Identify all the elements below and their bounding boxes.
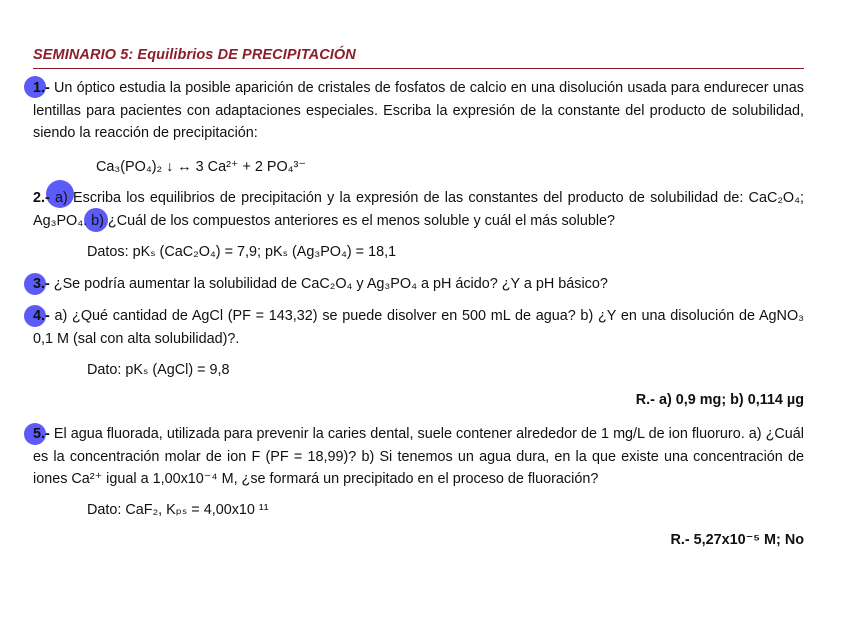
question-text-b: b) ¿Cuál de los compuestos anteriores es el menos soluble y cuál el más soluble? — [87, 212, 616, 229]
page-title: SEMINARIO 5: Equilibrios DE PRECIPITACIÓN — [33, 47, 356, 63]
reaction-equation: Ca₃(PO₄)₂ ↓ ↔ 3 Ca²⁺ + 2 PO₄³⁻ — [96, 159, 306, 175]
question-data: Dato: pKₛ (AgCl) = 9,8 — [87, 362, 230, 378]
title-underline — [33, 68, 804, 69]
question-number: 2.- — [33, 190, 50, 206]
question-text-a: a) Escriba los equilibrios de precipitación y la expresión de las constantes del producto de solubilidad de: CaC₂O₄; Ag₃PO₄. — [33, 190, 804, 229]
question-3 — [33, 273, 804, 296]
question-5 — [33, 423, 804, 491]
answer-text: R.- a) 0,9 mg; b) 0,114 µg — [635, 392, 804, 408]
question-data: Datos: pKₛ (CaC₂O₄) = 7,9; pKₛ (Ag₃PO₄) = 18,1 — [87, 244, 397, 260]
question-1 — [33, 77, 804, 145]
question-number: 3.- — [33, 276, 50, 292]
question-4 — [33, 305, 804, 350]
answer-text: R.- 5,27x10⁻⁵ M; No — [670, 532, 804, 548]
question-2 — [33, 187, 804, 232]
question-text: Un óptico estudia la posible aparición de cristales de fosfatos de calcio en una disolución usada para endurecer unas lentillas para pacientes con adaptaciones especiales. Escriba la expresión de la constante del producto de solubilidad, siendo la reacción de precipitación: — [33, 80, 804, 141]
question-data: Dato: CaF₂, Kₚₛ = 4,00x10 ¹¹ — [87, 502, 269, 518]
question-text: a) ¿Qué cantidad de AgCl (PF = 143,32) se puede disolver en 500 mL de agua? b) ¿Y en una disolución de AgNO₃ 0,1 M (sal con alta solubilidad)?. — [33, 308, 804, 347]
question-number: 1.- — [33, 80, 50, 96]
question-text: ¿Se podría aumentar la solubilidad de CaC₂O₄ y Ag₃PO₄ a pH ácido? ¿Y a pH básico? — [49, 276, 608, 292]
question-text: El agua fluorada, utilizada para prevenir la caries dental, suele contener alrededor de 1 mg/L de ion fluoruro. a) ¿Cuál es la concentración molar de ion F (PF = 18,99)? b) Si tenemos un agua dura, en la que existe una concentración de iones Ca²⁺ igual a 1,00x10⁻⁴ M, ¿se formará un precipitado en el proceso de fluoración? — [33, 426, 804, 487]
question-number: 4.- — [33, 308, 50, 324]
question-number: 5.- — [33, 426, 50, 442]
